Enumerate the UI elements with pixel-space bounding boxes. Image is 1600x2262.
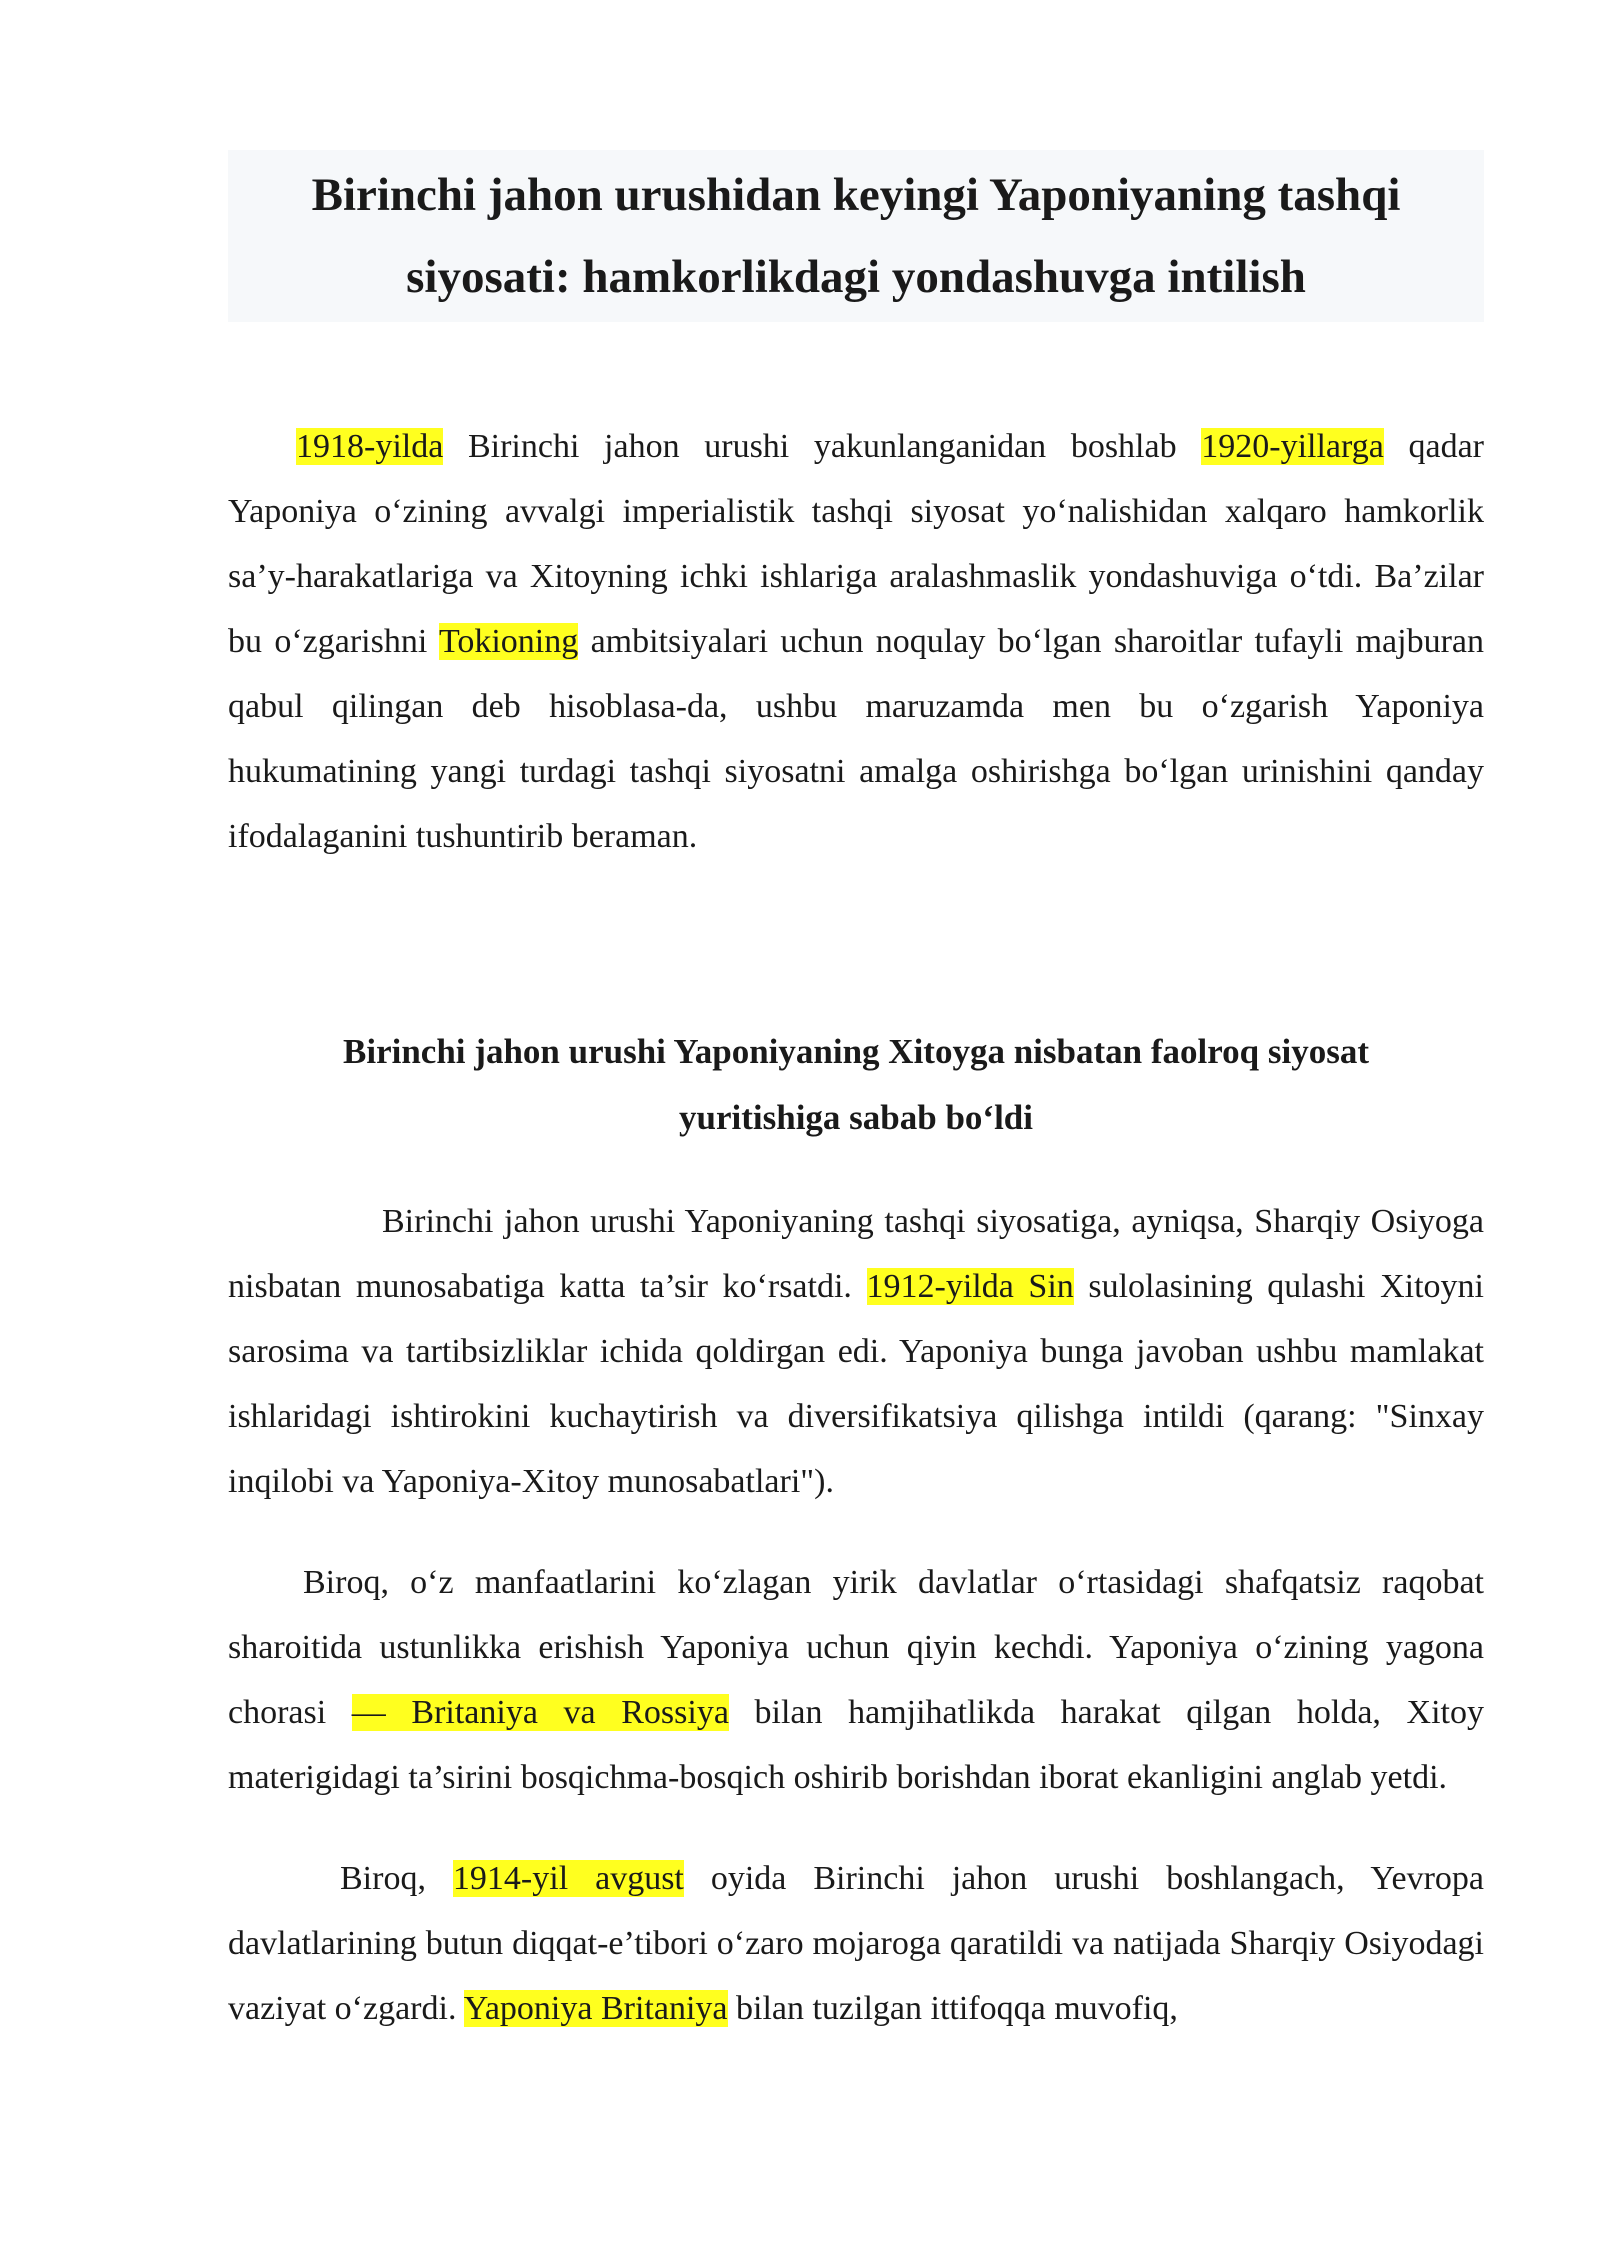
intro-paragraph <box>228 414 1484 869</box>
highlight-1914-august: 1914-yil avgust <box>452 1860 684 1897</box>
intro-text-2: qadar Yaponiya o‘zining avvalgi imperialistik tashqi siyosat yo‘nalishidan xalqaro hamkorlik sa’y-harakatlariga va Xitoyning ichki ishlariga aralashmaslik yondashuviga o‘tdi. Ba’zilar bu o‘zgarishni <box>228 428 1484 660</box>
section-heading <box>228 1019 1484 1151</box>
intro-text-1: Birinchi jahon urushi yakunlanganidan boshlab <box>443 428 1202 465</box>
title-line-2: siyosati: hamkorlikdagi yondashuvga intilish <box>406 251 1306 303</box>
highlight-britaniya-rossiya: — Britaniya va Rossiya <box>351 1694 729 1731</box>
document-title <box>228 150 1484 322</box>
para4-text-2: oyida Birinchi jahon urushi boshlangach, Yevropa davlatlarining butun diqqat-e’tibori o‘zaro mojaroga qaratildi va natijada Sharqiy Osiyodagi vaziyat o‘zgardi. <box>228 1860 1484 2027</box>
para4-text-3: bilan tuzilgan ittifoqqa muvofiq, <box>727 1990 1178 2027</box>
para3-text-2: bilan hamjihatlikda harakat qilgan holda, Xitoy materigidagi ta’sirini bosqichma-bosqich oshirib borishdan iborat ekanligini anglab yetdi. <box>228 1694 1484 1796</box>
document-page <box>228 150 1484 2041</box>
highlight-yaponiya-britaniya: Yaponiya Britaniya <box>463 1990 728 2027</box>
intro-text-3: ambitsiyalari uchun noqulay bo‘lgan sharoitlar tufayli majburan qabul qilingan deb hisoblasa-da, ushbu maruzamda men bu o‘zgarish Yaponiya hukumatining yangi turdagi tashqi siyosatni amalga oshirishga bo‘lgan urinishini qanday ifodalaganini tushuntirib beraman. <box>228 623 1484 855</box>
para2-text-1: Birinchi jahon urushi Yaponiyaning tashqi siyosatiga, ayniqsa, Sharqiy Osiyoga nisbatan munosabatiga katta ta’sir ko‘rsatdi. <box>228 1203 1484 1305</box>
para2-text-2: sulolasining qulashi Xitoyni sarosima va tartibsizliklar ichida qoldirgan edi. Yaponiya bunga javoban ushbu mamlakat ishlaridagi ishtirokini kuchaytirish va diversifikatsiya qilishga intildi (qarang: "Sinxay inqilobi va Yaponiya-Xitoy munosabatlari"). <box>228 1268 1484 1500</box>
para4-text-1: Biroq, <box>340 1860 453 1897</box>
highlight-1920s: 1920-yillarga <box>1201 428 1384 465</box>
para3-text-1: Biroq, o‘z manfaatlarini ko‘zlagan yirik davlatlar o‘rtasidagi shafqatsiz raqobat sharoitida ustunlikka erishish Yaponiya uchun qiyin kechdi. Yaponiya o‘zining yagona chorasi <box>228 1564 1484 1731</box>
section-heading-line-2: yuritishiga sabab bo‘ldi <box>679 1098 1033 1137</box>
paragraph-4 <box>228 1846 1484 2041</box>
highlight-tokioning: Tokioning <box>438 623 579 660</box>
paragraph-2 <box>228 1189 1484 1514</box>
highlight-1918: 1918-yilda <box>296 428 444 465</box>
paragraph-3 <box>228 1550 1484 1810</box>
section-heading-line-1: Birinchi jahon urushi Yaponiyaning Xitoyga nisbatan faolroq siyosat <box>343 1032 1369 1071</box>
highlight-1912-sin: 1912-yilda Sin <box>866 1268 1074 1305</box>
title-line-1: Birinchi jahon urushidan keyingi Yaponiyaning tashqi <box>311 169 1401 221</box>
